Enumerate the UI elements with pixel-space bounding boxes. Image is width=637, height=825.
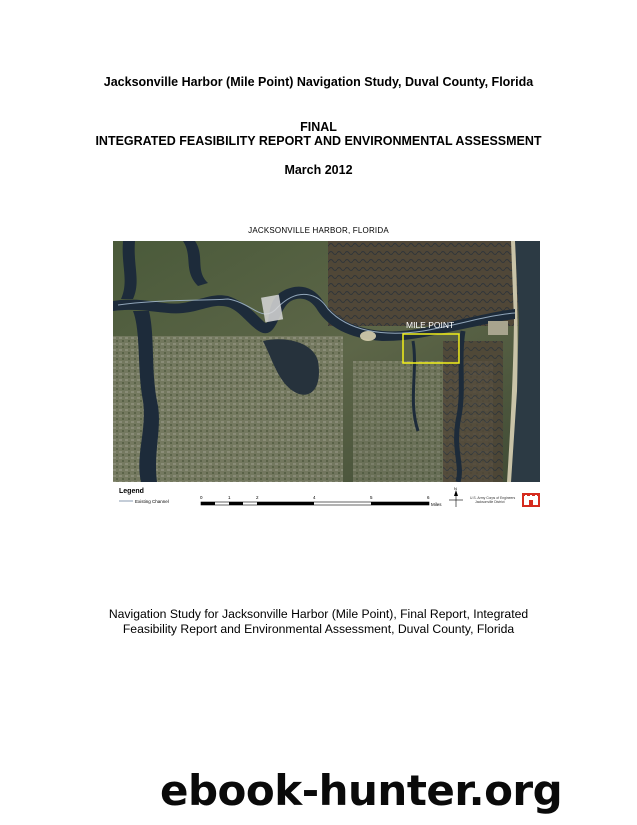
aerial-map	[113, 241, 540, 482]
usace-castle-logo-icon	[522, 493, 540, 507]
scale-tick: 5	[370, 495, 373, 500]
mile-point-label: MILE POINT	[406, 320, 455, 330]
scale-unit: Miles	[431, 502, 442, 507]
scale-tick: 4	[313, 495, 316, 500]
legend-title: Legend	[119, 488, 144, 495]
final-label: FINAL	[300, 120, 337, 134]
report-title: INTEGRATED FEASIBILITY REPORT AND ENVIRONMENTAL ASSESSMENT	[95, 134, 542, 148]
report-date: March 2012	[284, 163, 353, 177]
scale-bar	[200, 495, 442, 507]
watermark-text: ebook-hunter.org	[160, 766, 563, 815]
bottom-title-line1: Navigation Study for Jacksonville Harbor (Mile Point), Final Report, Integrated	[108, 607, 529, 621]
legend-item: Existing Channel	[135, 499, 169, 504]
study-title: Jacksonville Harbor (Mile Point) Navigation Study, Duval County, Florida	[103, 75, 534, 89]
agency-line1: U.S. Army Corps of Engineers	[470, 496, 516, 500]
scale-tick: 2	[256, 495, 259, 500]
map-caption: JACKSONVILLE HARBOR, FLORIDA	[248, 226, 389, 235]
scale-tick: 1	[228, 495, 231, 500]
north-label: N	[454, 486, 457, 491]
bottom-title-line2: Feasibility Report and Environmental Assessment, Duval County, Florida	[122, 622, 515, 636]
scale-tick: 6	[427, 495, 430, 500]
scale-tick: 0	[200, 495, 203, 500]
north-arrow-icon	[449, 486, 463, 507]
bottom-title	[0, 607, 637, 637]
agency-line2: Jacksonville District	[475, 500, 505, 504]
map-legend	[113, 485, 540, 511]
